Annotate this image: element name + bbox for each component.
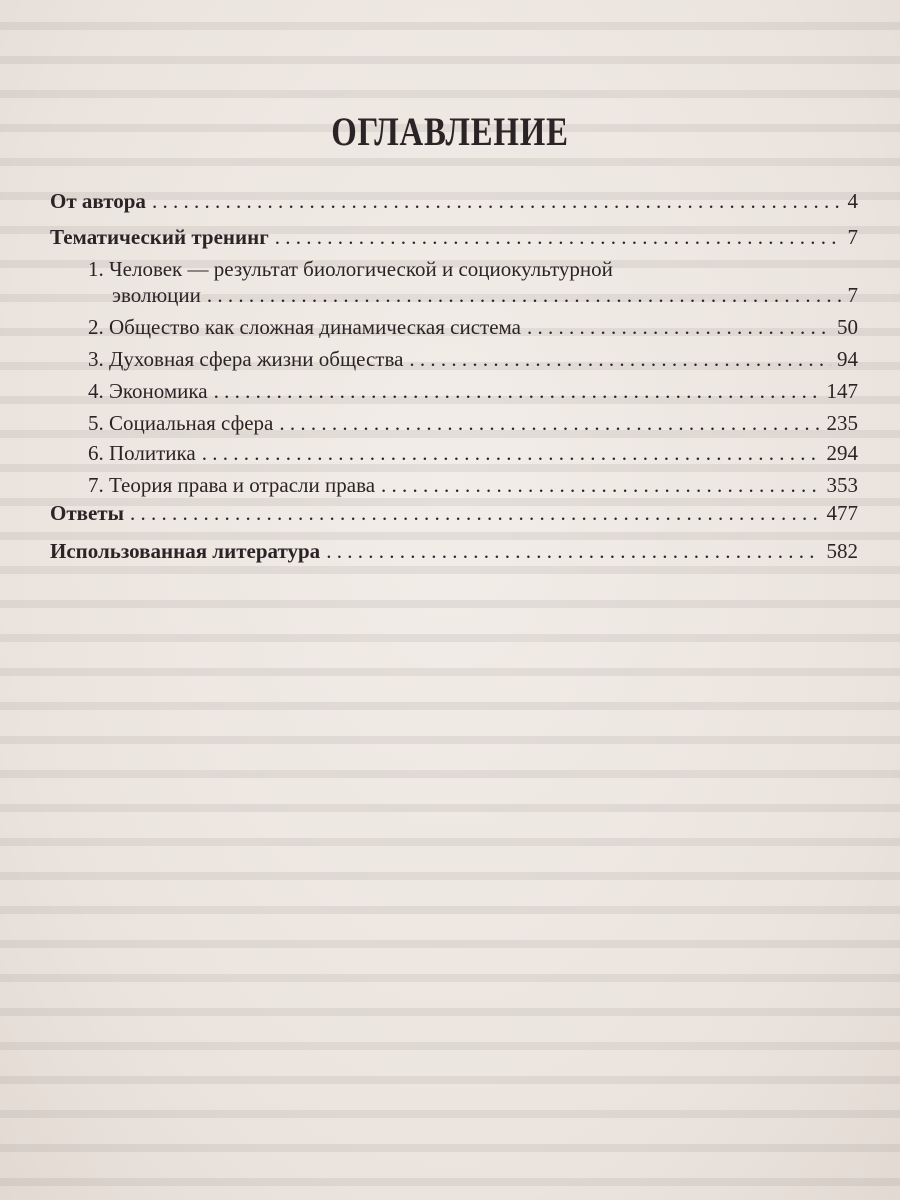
toc-page: 4: [847, 189, 858, 213]
toc-entry: [88, 410, 858, 436]
toc-label: 2. Общество как сложная динамическая система: [88, 315, 521, 339]
toc-label: 6. Политика: [88, 441, 196, 465]
toc-entry: [88, 472, 858, 498]
toc-label: 3. Духовная сфера жизни общества: [88, 347, 404, 371]
toc-label: От автора: [50, 189, 146, 213]
toc-entry: [50, 188, 858, 214]
toc-page: 582: [826, 539, 858, 563]
leader-dots: [130, 500, 820, 526]
toc-entry: [88, 256, 858, 282]
toc-entry: [88, 346, 858, 372]
toc-label: 4. Экономика: [88, 379, 208, 403]
toc-page: 235: [826, 411, 858, 435]
toc-label: Использованная литература: [50, 539, 321, 563]
leader-dots: [207, 282, 842, 308]
toc-entry: [88, 378, 858, 404]
toc-label: 1. Человек — результат биологической и социокультурной: [88, 257, 613, 281]
toc-entry: [88, 440, 858, 466]
toc-entry: [50, 500, 858, 526]
leader-dots: [381, 472, 820, 498]
leader-dots: [527, 314, 831, 340]
leader-dots: [275, 224, 842, 250]
toc-entry: [50, 538, 858, 564]
toc-page: 353: [826, 473, 858, 497]
toc-page: 147: [826, 379, 858, 403]
leader-dots: [326, 538, 820, 564]
toc-entry: [50, 224, 858, 250]
toc-entry-continuation: [112, 282, 858, 308]
toc-page: 94: [837, 347, 858, 371]
toc-page: 477: [826, 501, 858, 525]
leader-dots: [152, 188, 842, 214]
leader-dots: [202, 440, 821, 466]
toc-label: 7. Теория права и отрасли права: [88, 473, 376, 497]
toc-entry: [88, 314, 858, 340]
page-title: ОГЛАВЛЕНИЕ: [331, 109, 569, 154]
leader-dots: [409, 346, 831, 372]
leader-dots: [279, 410, 820, 436]
toc-label: эволюции: [112, 283, 201, 307]
toc-label: 5. Социальная сфера: [88, 411, 274, 435]
toc-label: Ответы: [50, 501, 125, 525]
toc-page: 50: [837, 315, 858, 339]
toc-page: 294: [826, 441, 858, 465]
toc-page: 7: [847, 283, 858, 307]
leader-dots: [214, 378, 821, 404]
toc-page: 7: [847, 225, 858, 249]
toc-label: Тематический тренинг: [50, 225, 269, 249]
